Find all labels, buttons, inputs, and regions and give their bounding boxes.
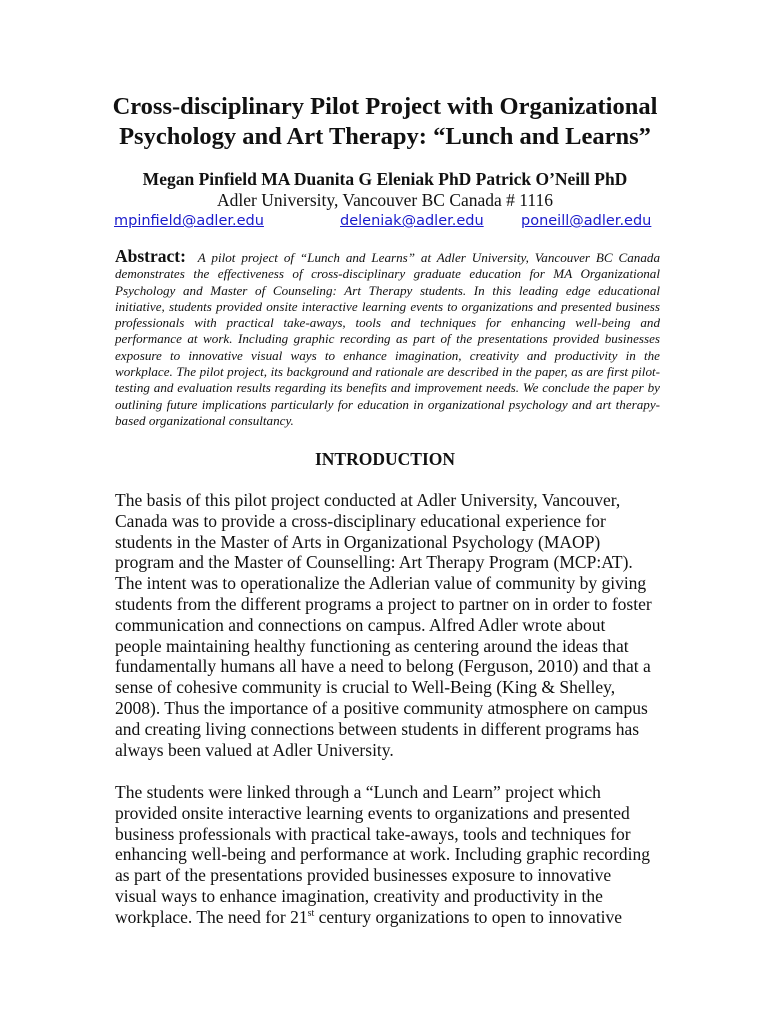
paragraph-line: students from the different programs a project to partner on in order to foster <box>115 593 652 614</box>
email-row <box>0 210 770 232</box>
affiliation: Adler University, Vancouver BC Canada # 1116 <box>217 190 553 210</box>
paragraph-line: The basis of this pilot project conducted at Adler University, Vancouver, <box>115 490 621 510</box>
title-line-2: Psychology and Art Therapy: “Lunch and Learns” <box>119 123 651 150</box>
intro-paragraph-1 <box>115 490 665 760</box>
paragraph-line: and creating living connections between students in different programs has <box>115 718 640 739</box>
abstract <box>115 248 660 429</box>
paragraph-line: The intent was to operationalize the Adlerian value of community by giving <box>115 573 647 594</box>
paragraph-line: always been valued at Adler University. <box>115 739 394 760</box>
email-link-oneill[interactable]: poneill@adler.edu <box>521 213 652 229</box>
paragraph-line: sense of cohesive community is crucial to Well-Being (King & Shelley, <box>115 677 616 698</box>
paragraph-line <box>115 907 665 928</box>
paragraph-line: as part of the presentations provided businesses exposure to innovative <box>115 865 612 886</box>
paragraph-line: enhancing well-being and performance at work. Including graphic recording <box>115 844 650 865</box>
paragraph-line: The students were linked through a “Lunch and Learn” project which <box>115 782 601 802</box>
email-link-pinfield[interactable]: mpinfield@adler.edu <box>114 213 264 229</box>
author-list: Megan Pinfield MA Duanita G Eleniak PhD Patrick O’Neill PhD <box>142 169 628 189</box>
paragraph-line: communication and connections on campus. Alfred Adler wrote about <box>115 614 606 635</box>
section-heading-introduction: INTRODUCTION <box>314 449 456 469</box>
paragraph-line: people maintaining healthy functioning as centering around the ideas that <box>115 635 629 656</box>
paper-title <box>80 92 690 152</box>
title-line-1: Cross-disciplinary Pilot Project with Organizational <box>112 93 658 120</box>
abstract-text: A pilot project of “Lunch and Learns” at Adler University, Vancouver BC Canada demonstrates the effectiveness of cross-disciplinary graduate education for MA Organizational Psychology and Master of Counseling: Art Therapy students. In this leading edge educational initiative, students provided onsite interactive learning events to organizations and presented business professionals with practical take-aways, tools and techniques for enhancing well-being and performance at work. Including graphic recording as part of the presentations provided businesses exposure to innovative visual ways to enhance imagination, creativity and productivity in the workplace. The pilot project, its background and rationale are described in the paper, as are first pilot-testing and evaluation results regarding its benefits and improvement needs. We conclude the paper by outlining future implications particularly for education in organizational psychology and art therapy-based organizational consultancy. <box>115 250 660 428</box>
ordinal-superscript: st <box>307 907 315 919</box>
paragraph-line: program and the Master of Counselling: Art Therapy Program (MCP:AT). <box>115 552 633 573</box>
paragraph-line: Canada was to provide a cross-disciplinary educational experience for <box>115 510 606 531</box>
paragraph-line: 2008). Thus the importance of a positive community atmosphere on campus <box>115 697 648 718</box>
line-text-before-sup: workplace. The need for 21 <box>115 906 308 927</box>
abstract-label: Abstract: <box>115 246 186 266</box>
paragraph-line: students in the Master of Arts in Organizational Psychology (MAOP) <box>115 531 601 552</box>
paragraph-line: provided onsite interactive learning events to organizations and presented <box>115 802 630 823</box>
line-text-after-sup: century organizations to open to innovative <box>314 906 623 927</box>
paragraph-line: business professionals with practical take-aways, tools and techniques for <box>115 823 631 844</box>
paragraph-line: visual ways to enhance imagination, creativity and productivity in the <box>115 885 603 906</box>
intro-paragraph-2 <box>115 782 665 928</box>
paragraph-line: fundamentally humans all have a need to belong (Ferguson, 2010) and that a <box>115 656 651 677</box>
email-link-eleniak[interactable]: deleniak@adler.edu <box>340 213 484 229</box>
